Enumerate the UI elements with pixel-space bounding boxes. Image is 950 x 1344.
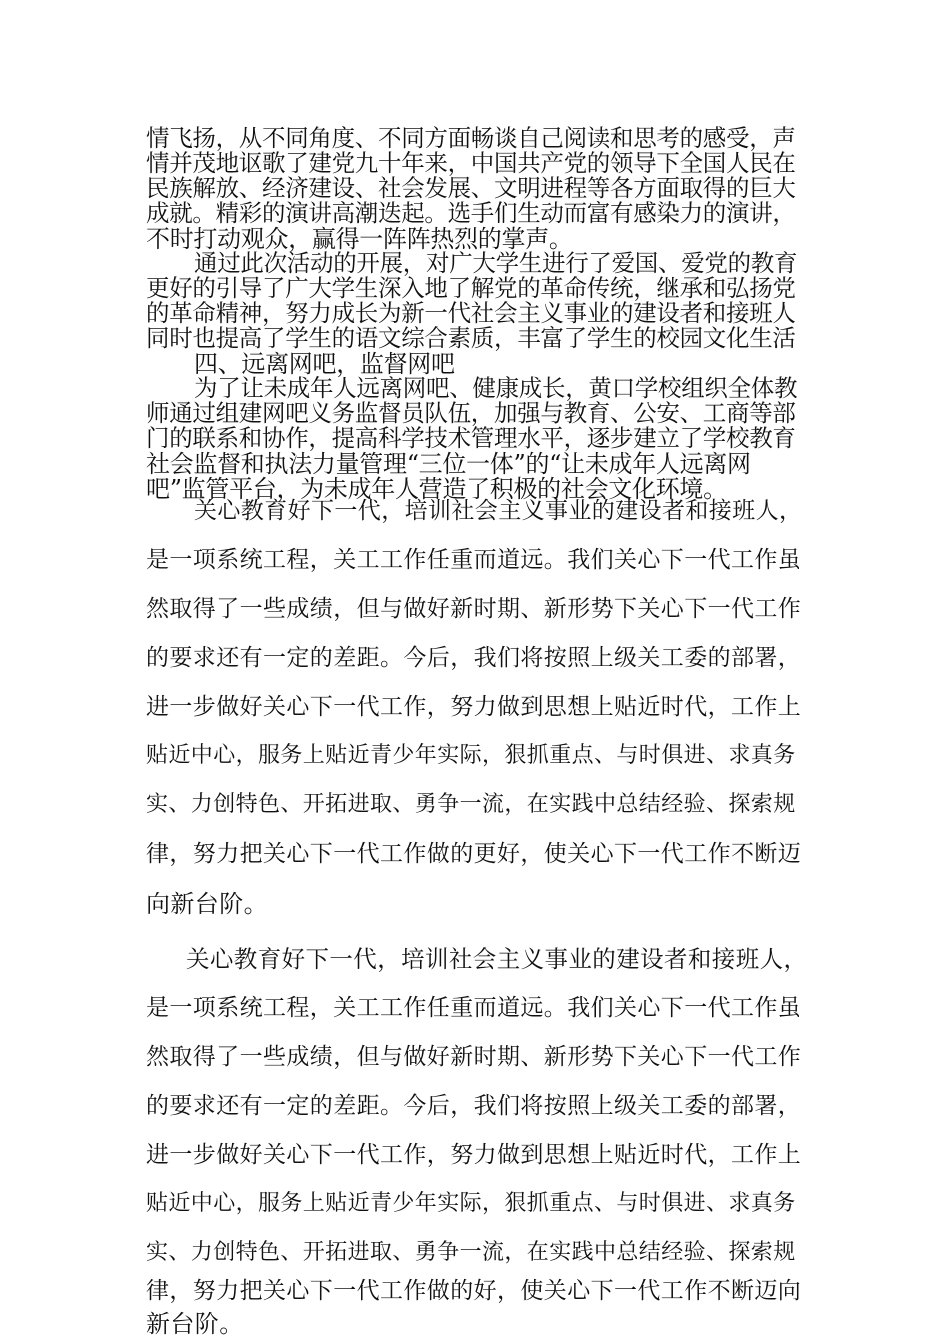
text-line: 社会监督和执法力量管理“三位一体”的“让未成年人远离网 (146, 450, 751, 478)
text-line: 进一步做好关心下一代工作，努力做到思想上贴近时代，工作上 (146, 694, 802, 720)
text-line: 然取得了一些成绩，但与做好新时期、新形势下关心下一代工作 (146, 1044, 802, 1070)
text-line: 关心教育好下一代，培训社会主义事业的建设者和接班人， (194, 498, 803, 524)
text-line: 贴近中心，服务上贴近青少年实际，狠抓重点、与时俱进、求真务 (146, 1191, 796, 1216)
text-line: 为了让未成年人远离网吧、健康成长，黄口学校组织全体教 (194, 374, 798, 402)
text-line: 情飞扬，从不同角度、不同方面畅谈自己阅读和思考的感受，声 (146, 124, 796, 152)
text-line: 民族解放、经济建设、社会发展、文明进程等各方面取得的巨大 (146, 174, 796, 202)
section-heading: 四、远离网吧，监督网吧 (194, 350, 455, 378)
text-line: 新台阶。 (146, 1310, 244, 1338)
text-line: 是一项系统工程，关工工作任重而道远。我们关心下一代工作虽 (146, 547, 802, 573)
text-line: 关心教育好下一代，培训社会主义事业的建设者和接班人， (186, 945, 808, 973)
text-line: 实、力创特色、开拓进取、勇争一流，在实践中总结经验、探索规 (146, 792, 796, 817)
text-line: 成就。精彩的演讲高潮迭起。选手们生动而富有感染力的演讲， (146, 199, 796, 227)
text-line: 吧”监管平台，为未成年人营造了积极的社会文化环境。 (146, 475, 727, 503)
text-line: 更好的引导了广大学生深入地了解党的革命传统，继承和弘扬党 (146, 274, 796, 302)
text-line: 进一步做好关心下一代工作，努力做到思想上贴近时代，工作上 (146, 1142, 802, 1168)
text-line: 不时打动观众，赢得一阵阵热烈的掌声。 (146, 225, 573, 253)
text-line: 是一项系统工程，关工工作任重而道远。我们关心下一代工作虽 (146, 995, 802, 1021)
text-line: 师通过组建网吧义务监督员队伍，加强与教育、公安、工商等部 (146, 399, 796, 427)
text-line: 的要求还有一定的差距。今后，我们将按照上级关工委的部署， (146, 1093, 802, 1119)
text-line: 律，努力把关心下一代工作做的好，使关心下一代工作不断迈向 (146, 1278, 802, 1304)
text-line: 通过此次活动的开展，对广大学生进行了爱国、爱党的教育 (194, 249, 798, 277)
text-line: 贴近中心，服务上贴近青少年实际，狠抓重点、与时俱进、求真务 (146, 743, 796, 768)
text-line: 同时也提高了学生的语文综合素质，丰富了学生的校园文化生活 (146, 324, 796, 352)
text-line: 情并茂地讴歌了建党九十年来，中国共产党的领导下全国人民在 (146, 149, 796, 177)
text-line: 律，努力把关心下一代工作做的更好，使关心下一代工作不断迈 (146, 841, 802, 867)
text-line: 的要求还有一定的差距。今后，我们将按照上级关工委的部署， (146, 645, 802, 671)
text-line: 的革命精神，努力成长为新一代社会主义事业的建设者和接班人 (146, 299, 796, 327)
text-line: 实、力创特色、开拓进取、勇争一流，在实践中总结经验、探索规 (146, 1240, 796, 1265)
text-line: 门的联系和协作，提高科学技术管理水平，逐步建立了学校教育 (146, 424, 796, 452)
text-line: 向新台阶。 (146, 890, 268, 918)
text-line: 然取得了一些成绩，但与做好新时期、新形势下关心下一代工作 (146, 596, 802, 622)
